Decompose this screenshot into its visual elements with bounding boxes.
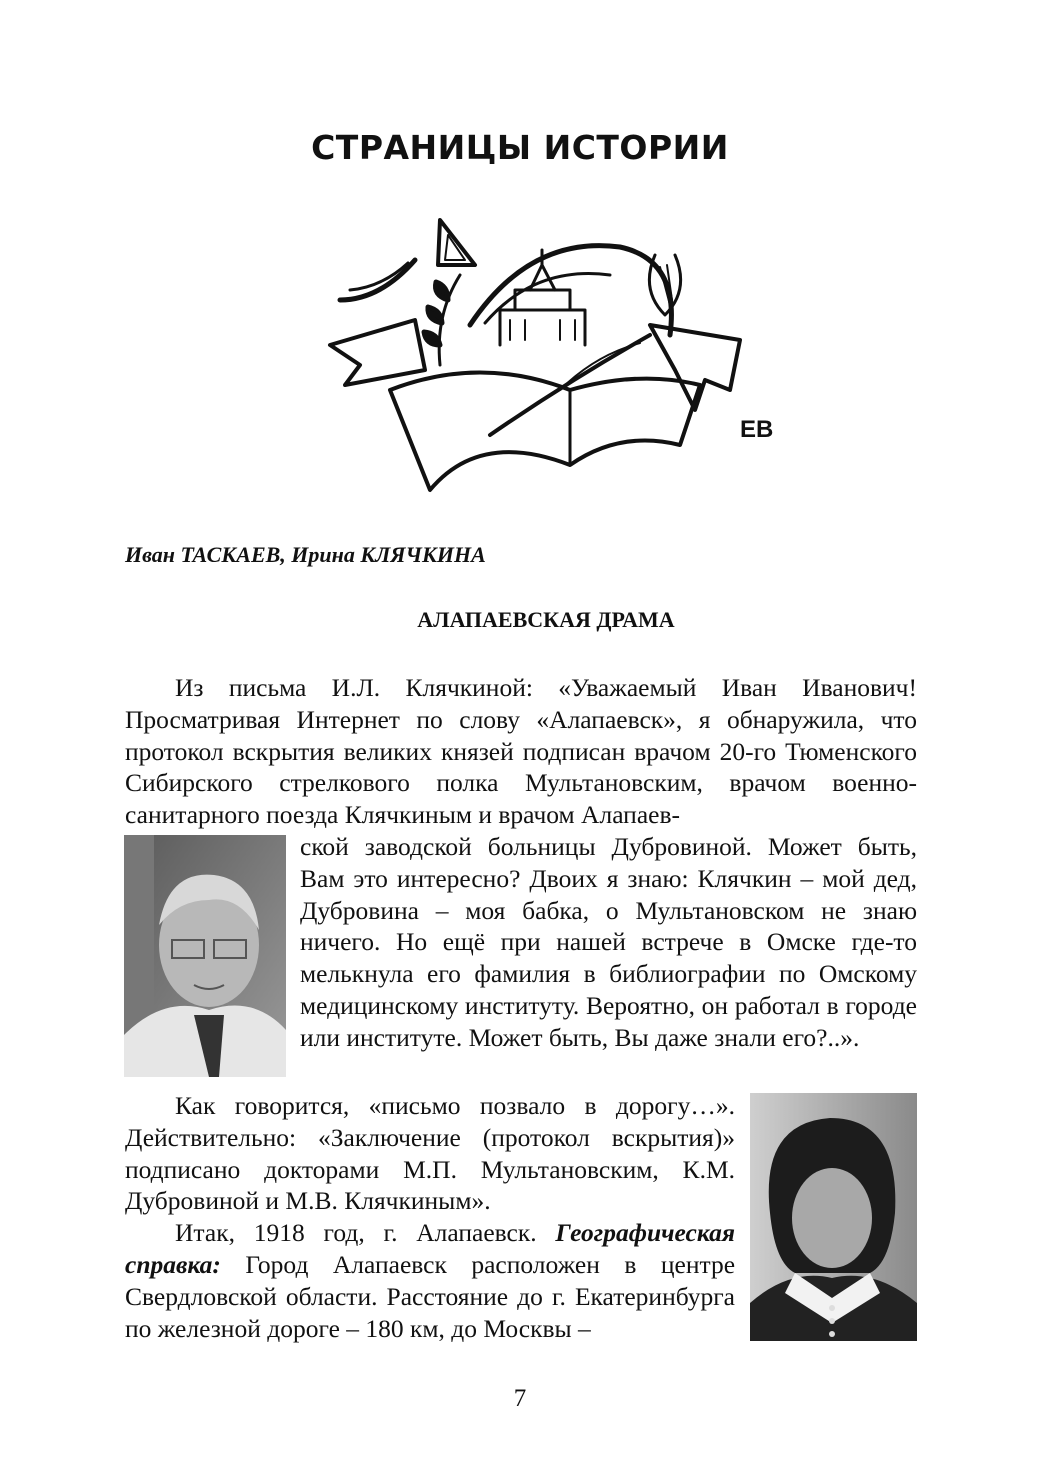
paragraph-1-cont-text: ской заводской больницы Дубровиной. Может быть, Вам это интересно? Двоих я знаю: Клячкин – мой дед, Дубровина – моя бабка, о Мультановском не знаю ничего. Но ещё при нашей встрече в Омске где-то мелькнула его фамилия в библиографии по Омскому медицинскому институту. Вероятно, он работал в городе или институте. Может быть, Вы даже знали его?..».	[300, 832, 917, 1052]
book-quill-lyre-emblem-icon	[320, 205, 774, 505]
emblem-monogram: ЕВ	[740, 416, 774, 443]
portrait-man-icon	[124, 835, 286, 1077]
paragraph-3	[125, 1217, 735, 1344]
article-authors: Иван ТАСКАЕВ, Ирина КЛЯЧКИНА	[125, 542, 486, 567]
portrait-woman-icon	[750, 1093, 917, 1341]
portrait-woman-photo	[750, 1093, 917, 1341]
paragraphs-2-3	[125, 1090, 735, 1344]
paragraph-3-rest: Город Алапаевск расположен в центре Свердловской области. Расстояние до г. Екатеринбурга по железной дороге – 180 км, до Москвы –	[125, 1249, 736, 1343]
section-title: СТРАНИЦЫ ИСТОРИИ	[311, 128, 729, 167]
paragraph-1-continued	[300, 831, 917, 1054]
paragraph-1	[125, 672, 917, 831]
page-number: 7	[513, 1385, 527, 1412]
paragraph-3-emphasis: Географическая справка:	[125, 1218, 736, 1279]
article-title: АЛАПАЕВСКАЯ ДРАМА	[417, 607, 675, 632]
paragraph-1-text: Из письма И.Л. Клячкиной: «Уважаемый Иван Иванович! Просматривая Интернет по слову «Алапаевск», я обнаружила, что протокол вскрытия великих князей подписан врачом 20-го Тюменского Сибирского стрелкового полка Мультановским, врачом военно-санитарного поезда Клячкиным и врачом Алапаев-	[125, 673, 917, 830]
paragraph-2-text: Как говорится, «письмо позвало в дорогу…». Действительно: «Заключение (протокол вскрытия)» подписано докторами М.П. Мультановским, К.М. Дубровиной и М.В. Клячкиным».	[125, 1091, 735, 1216]
paragraph-3-lead: Итак, 1918 год, г. Алапаевск.	[175, 1218, 537, 1248]
portrait-man-photo	[124, 835, 286, 1077]
